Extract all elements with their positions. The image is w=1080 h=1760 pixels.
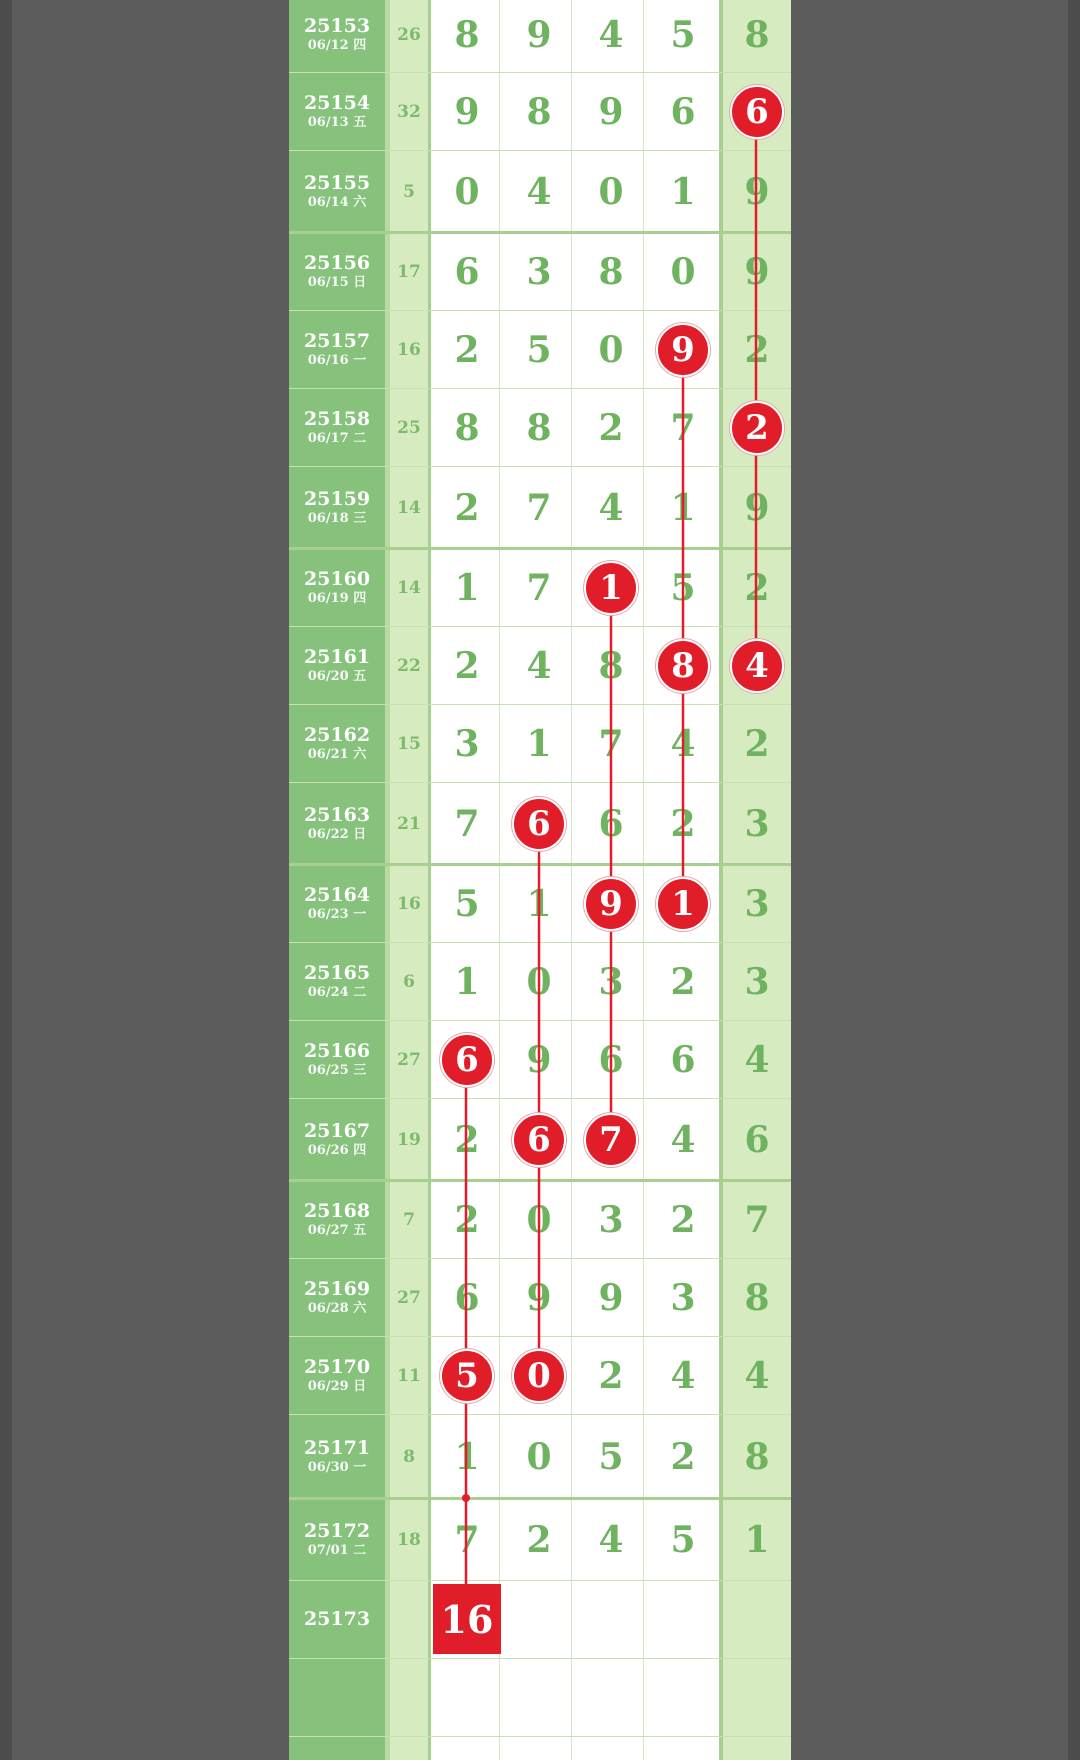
digit-cell xyxy=(435,1659,499,1737)
digit-cell: 2 xyxy=(454,1119,480,1161)
issue-cell xyxy=(289,233,385,311)
digit-cell: 3 xyxy=(598,961,624,1003)
digit-cell: 8 xyxy=(744,13,770,56)
digit-cell: 2 xyxy=(670,961,696,1003)
hit-ball: 7 xyxy=(584,1113,638,1167)
issue-cell xyxy=(289,311,385,389)
issue-date: 06/21 六 xyxy=(307,747,367,763)
draw-row xyxy=(289,1181,791,1259)
hit-ball-cell xyxy=(651,865,715,943)
hit-ball-cell xyxy=(507,1337,571,1415)
hit-ball-cell xyxy=(435,1337,499,1415)
digit-cell xyxy=(723,1581,791,1659)
digit-cell: 3 xyxy=(526,251,552,293)
hit-ball: 9 xyxy=(584,877,638,931)
digit-cell: 8 xyxy=(744,1436,770,1478)
draw-row xyxy=(289,943,791,1021)
digit-cell: 9 xyxy=(744,487,770,529)
digit-cell: 9 xyxy=(744,171,770,213)
digit-cell: 6 xyxy=(598,803,624,845)
issue-date: 06/28 六 xyxy=(307,1301,367,1317)
digit-cell: 5 xyxy=(526,329,552,371)
issue-cell xyxy=(289,1021,385,1099)
sum-value: 14 xyxy=(397,498,421,518)
digit-cell xyxy=(723,1659,791,1737)
issue-date: 06/18 三 xyxy=(307,511,367,527)
draw-row xyxy=(289,1099,791,1181)
issue-date: 06/17 二 xyxy=(307,431,367,447)
digit-cell: 0 xyxy=(526,961,552,1003)
issue-date: 06/24 二 xyxy=(307,985,367,1001)
hit-ball: 6 xyxy=(512,1113,566,1167)
digit-cell: 4 xyxy=(670,723,696,765)
digit-cell: 2 xyxy=(454,329,480,371)
digit-cell: 8 xyxy=(526,407,552,449)
sum-value: 21 xyxy=(397,814,421,834)
sum-value: 15 xyxy=(397,734,421,754)
hit-ball-cell xyxy=(435,1021,499,1099)
digit-cell: 1 xyxy=(744,1519,770,1561)
issue-date: 06/20 五 xyxy=(307,669,367,685)
sum-value: 22 xyxy=(397,656,421,676)
issue-date: 06/12 四 xyxy=(307,37,367,53)
hit-ball: 6 xyxy=(440,1033,494,1087)
draw-row xyxy=(289,1259,791,1337)
hit-ball-cell xyxy=(723,389,791,467)
issue-cell xyxy=(289,705,385,783)
digit-cell xyxy=(579,1581,643,1659)
draw-row xyxy=(289,627,791,705)
hit-ball: 2 xyxy=(730,401,784,455)
draw-row xyxy=(289,1581,791,1659)
digit-cell: 7 xyxy=(670,407,696,449)
draw-row xyxy=(289,233,791,311)
sum-value xyxy=(390,1659,428,1737)
digit-cell: 6 xyxy=(670,1039,696,1081)
sum-value: 27 xyxy=(397,1050,421,1070)
digit-cell: 4 xyxy=(598,487,624,529)
sum-value: 26 xyxy=(397,24,421,45)
hit-ball: 6 xyxy=(730,85,784,139)
draw-row xyxy=(289,1415,791,1499)
digit-cell: 5 xyxy=(670,1519,696,1561)
digit-cell: 1 xyxy=(526,723,552,765)
digit-cell: 0 xyxy=(454,171,480,213)
hit-ball-cell xyxy=(507,783,571,865)
digit-cell: 1 xyxy=(670,487,696,529)
hit-ball: 6 xyxy=(512,797,566,851)
issue-number: 25153 xyxy=(303,14,371,37)
issue-date: 06/30 一 xyxy=(307,1460,367,1476)
digit-cell: 2 xyxy=(670,1199,696,1241)
issue-number: 25169 xyxy=(303,1278,371,1301)
issue-number: 25160 xyxy=(303,568,371,591)
digit-cell: 0 xyxy=(598,329,624,371)
digit-cell: 7 xyxy=(454,1519,480,1561)
issue-number: 25167 xyxy=(303,1120,371,1143)
digit-cell: 3 xyxy=(670,1277,696,1319)
issue-number: 25156 xyxy=(303,252,371,275)
issue-date: 06/14 六 xyxy=(307,195,367,211)
digit-cell: 7 xyxy=(744,1199,770,1241)
issue-number: 25162 xyxy=(303,724,371,747)
digit-cell xyxy=(651,1659,715,1737)
issue-date: 06/29 日 xyxy=(307,1379,367,1395)
sum-value: 8 xyxy=(403,1447,415,1467)
digit-cell: 4 xyxy=(670,1355,696,1397)
issue-cell xyxy=(289,389,385,467)
issue-date: 06/13 五 xyxy=(307,115,367,131)
hit-ball-cell xyxy=(507,1099,571,1181)
digit-cell: 1 xyxy=(670,171,696,213)
trend-chart-board xyxy=(289,0,791,1760)
digit-cell: 9 xyxy=(598,91,624,133)
digit-cell: 2 xyxy=(744,329,770,371)
digit-cell: 2 xyxy=(670,803,696,845)
digit-cell: 9 xyxy=(454,91,480,133)
digit-cell: 9 xyxy=(526,1039,552,1081)
sum-value: 17 xyxy=(397,262,421,282)
issue-number: 25171 xyxy=(303,1437,371,1460)
draw-row xyxy=(289,865,791,943)
issue-number: 25155 xyxy=(303,172,371,195)
issue-cell xyxy=(289,1581,385,1659)
left-backdrop-edge xyxy=(0,0,12,1760)
draw-row xyxy=(289,1499,791,1581)
digit-cell: 4 xyxy=(598,1519,624,1561)
issue-date: 06/27 五 xyxy=(307,1223,367,1239)
issue-number: 25165 xyxy=(303,962,371,985)
issue-cell xyxy=(289,1181,385,1259)
issue-number: 25157 xyxy=(303,330,371,353)
hit-ball-cell xyxy=(579,865,643,943)
draw-row xyxy=(289,467,791,549)
digit-cell: 4 xyxy=(526,645,552,687)
digit-cell: 2 xyxy=(670,1436,696,1478)
hit-ball-cell xyxy=(651,627,715,705)
digit-cell: 2 xyxy=(744,567,770,609)
digit-cell: 6 xyxy=(598,1039,624,1081)
digit-cell: 9 xyxy=(744,251,770,293)
issue-cell xyxy=(289,151,385,233)
digit-cell: 0 xyxy=(526,1199,552,1241)
sum-value: 16 xyxy=(397,340,421,360)
result-box: 16 xyxy=(433,1584,501,1654)
digit-cell: 4 xyxy=(598,13,624,56)
sum-value: 14 xyxy=(397,578,421,598)
issue-cell xyxy=(289,73,385,151)
digit-cell: 7 xyxy=(598,723,624,765)
digit-cell: 2 xyxy=(454,1199,480,1241)
digit-cell: 6 xyxy=(454,251,480,293)
sum-value: 18 xyxy=(397,1530,421,1550)
hit-ball-cell xyxy=(723,73,791,151)
issue-number: 25173 xyxy=(303,1607,371,1630)
digit-cell: 1 xyxy=(454,567,480,609)
digit-cell: 1 xyxy=(454,961,480,1003)
digit-cell: 8 xyxy=(598,645,624,687)
issue-date: 06/26 四 xyxy=(307,1143,367,1159)
digit-cell xyxy=(507,1581,571,1659)
hit-ball: 1 xyxy=(656,877,710,931)
issue-number: 25166 xyxy=(303,1040,371,1063)
digit-cell: 3 xyxy=(744,883,770,925)
digit-cell: 8 xyxy=(526,91,552,133)
issue-number: 25170 xyxy=(303,1356,371,1379)
issue-date: 06/15 日 xyxy=(307,275,367,291)
issue-cell xyxy=(289,627,385,705)
sum-value: 27 xyxy=(397,1288,421,1308)
digit-cell: 8 xyxy=(598,251,624,293)
digit-cell: 0 xyxy=(598,171,624,213)
draw-row xyxy=(289,389,791,467)
issue-number: 25168 xyxy=(303,1200,371,1223)
digit-cell: 0 xyxy=(526,1436,552,1478)
draw-row xyxy=(289,549,791,627)
digit-cell: 1 xyxy=(526,883,552,925)
draw-row xyxy=(289,0,791,73)
sum-value: 5 xyxy=(403,182,415,202)
draw-row xyxy=(289,311,791,389)
issue-number: 25158 xyxy=(303,408,371,431)
digit-cell: 8 xyxy=(454,407,480,449)
sum-value: 19 xyxy=(397,1130,421,1150)
digit-cell: 4 xyxy=(744,1355,770,1397)
digit-cell: 6 xyxy=(454,1277,480,1319)
issue-date: 06/23 一 xyxy=(307,907,367,923)
issue-number: 25159 xyxy=(303,488,371,511)
digit-cell xyxy=(579,1659,643,1737)
digit-cell: 4 xyxy=(744,1039,770,1081)
issue-cell xyxy=(289,1499,385,1581)
hit-ball-cell xyxy=(579,549,643,627)
digit-cell: 3 xyxy=(598,1199,624,1241)
hit-ball-cell xyxy=(651,311,715,389)
digit-cell: 5 xyxy=(454,883,480,925)
issue-number: 25154 xyxy=(303,92,371,115)
digit-cell: 6 xyxy=(744,1119,770,1161)
sum-value: 6 xyxy=(403,972,415,992)
hit-ball-cell xyxy=(723,627,791,705)
draw-row xyxy=(289,1659,791,1737)
digit-cell: 5 xyxy=(670,13,696,56)
digit-cell: 3 xyxy=(744,961,770,1003)
digit-cell: 2 xyxy=(454,645,480,687)
issue-cell xyxy=(289,1099,385,1181)
sum-value: 32 xyxy=(397,102,421,122)
digit-cell: 8 xyxy=(744,1277,770,1319)
digit-cell: 5 xyxy=(670,567,696,609)
digit-cell: 2 xyxy=(598,407,624,449)
issue-cell xyxy=(289,943,385,1021)
issue-number: 25172 xyxy=(303,1520,371,1543)
sum-value: 16 xyxy=(397,894,421,914)
digit-cell xyxy=(507,1659,571,1737)
sum-value xyxy=(390,1581,428,1659)
issue-date: 06/25 三 xyxy=(307,1063,367,1079)
digit-cell: 1 xyxy=(454,1436,480,1478)
hit-ball: 4 xyxy=(730,639,784,693)
issue-cell xyxy=(289,1259,385,1337)
sum-value: 11 xyxy=(397,1366,421,1386)
hit-ball: 8 xyxy=(656,639,710,693)
hit-ball: 1 xyxy=(584,561,638,615)
right-backdrop-edge xyxy=(1068,0,1080,1760)
hit-ball: 0 xyxy=(512,1349,566,1403)
digit-cell: 2 xyxy=(526,1519,552,1561)
issue-cell xyxy=(289,1337,385,1415)
issue-number: 25161 xyxy=(303,646,371,669)
sum-value: 25 xyxy=(397,418,421,438)
issue-number: 25164 xyxy=(303,884,371,907)
sum-value: 7 xyxy=(403,1210,415,1230)
digit-cell: 9 xyxy=(526,1277,552,1319)
draw-row xyxy=(289,1021,791,1099)
hit-ball: 5 xyxy=(440,1349,494,1403)
issue-date: 06/19 四 xyxy=(307,591,367,607)
digit-cell: 7 xyxy=(454,803,480,845)
issue-cell xyxy=(289,783,385,865)
digit-cell: 5 xyxy=(598,1436,624,1478)
digit-cell xyxy=(651,1581,715,1659)
digit-cell: 9 xyxy=(598,1277,624,1319)
draw-row xyxy=(289,705,791,783)
digit-cell: 8 xyxy=(454,13,480,56)
draw-row xyxy=(289,783,791,865)
issue-cell xyxy=(289,1415,385,1499)
issue-cell xyxy=(289,0,385,73)
issue-number: 25163 xyxy=(303,804,371,827)
issue-cell xyxy=(289,865,385,943)
digit-cell: 2 xyxy=(454,487,480,529)
hit-ball: 9 xyxy=(656,323,710,377)
digit-cell: 4 xyxy=(670,1119,696,1161)
digit-cell: 9 xyxy=(526,13,552,56)
digit-cell: 2 xyxy=(598,1355,624,1397)
issue-cell xyxy=(289,549,385,627)
issue-date: 06/16 一 xyxy=(307,353,367,369)
digit-cell: 7 xyxy=(526,487,552,529)
digit-cell: 0 xyxy=(670,251,696,293)
draw-row xyxy=(289,1337,791,1415)
draw-row xyxy=(289,151,791,233)
issue-date: 06/22 日 xyxy=(307,827,367,843)
issue-date: 07/01 二 xyxy=(307,1543,367,1559)
digit-cell: 7 xyxy=(526,567,552,609)
issue-cell xyxy=(289,467,385,549)
hit-ball-cell xyxy=(579,1099,643,1181)
draw-row xyxy=(289,73,791,151)
digit-cell: 2 xyxy=(744,723,770,765)
digit-cell: 3 xyxy=(454,723,480,765)
digit-cell: 6 xyxy=(670,91,696,133)
issue-cell xyxy=(289,1659,385,1737)
digit-cell: 3 xyxy=(744,803,770,845)
digit-cell: 4 xyxy=(526,171,552,213)
